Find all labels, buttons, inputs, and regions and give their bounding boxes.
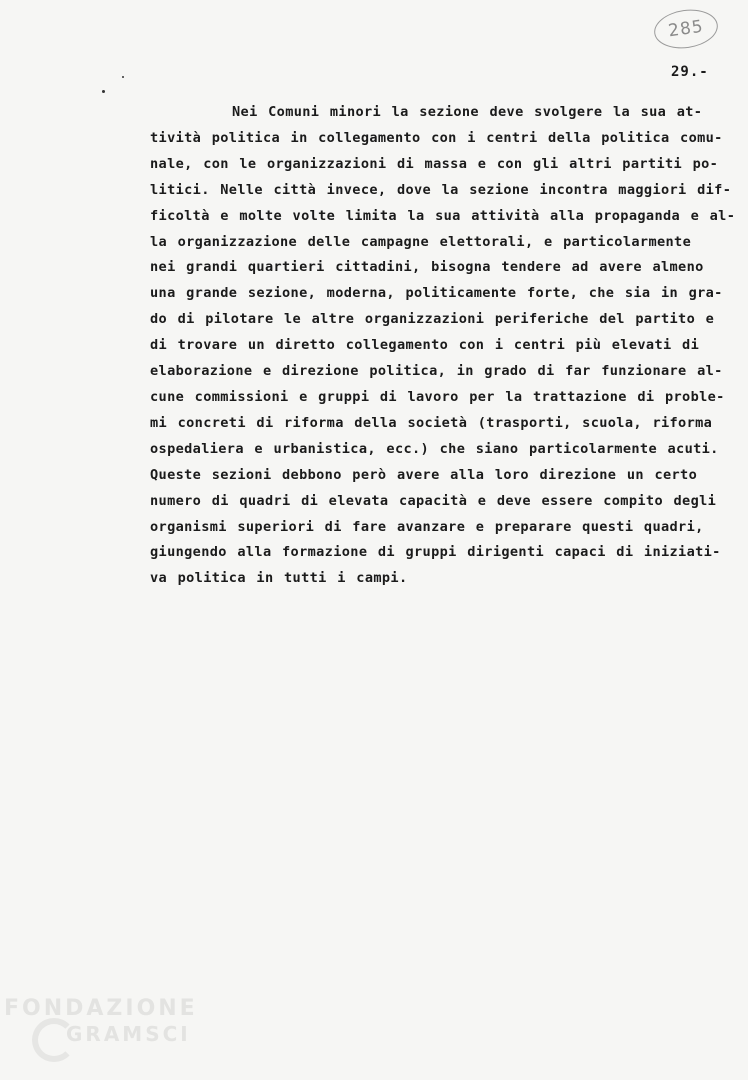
text-line: do di pilotare le altre organizzazioni periferiche del partito e [150,311,715,328]
body-text [150,100,735,592]
speck [102,90,105,93]
text-line: la organizzazione delle campagne elettorali, e particolarmente [150,233,692,250]
text-line: cune commissioni e gruppi di lavoro per la trattazione di proble- [150,388,725,405]
watermark-logo-g [32,1018,76,1062]
text-line: va politica in tutti i campi. [150,570,408,587]
page-number: 29.- [671,64,709,80]
text-line: giungendo alla formazione di gruppi dirigenti capaci di iniziati- [150,544,721,561]
text-line: una grande sezione, moderna, politicamente forte, che sia in gra- [150,285,723,302]
watermark-line2: GRAMSCI [66,1022,191,1046]
speck [122,76,124,78]
watermark-line1: FONDAZIONE [4,996,198,1021]
text-line: tività politica in collegamento con i centri della politica comu- [150,129,723,146]
text-line: litici. Nelle città invece, dove la sezione incontra maggiori dif- [150,181,732,198]
text-line: di trovare un diretto collegamento con i centri più elevati di [150,337,700,354]
text-line: nei grandi quartieri cittadini, bisogna tendere ad avere almeno [150,259,704,276]
text-line: ospedaliera e urbanistica, ecc.) che siano particolarmente acuti. [150,440,719,457]
text-line: Nei Comuni minori la sezione deve svolgere la sua at- [232,104,703,120]
text-line: ficoltà e molte volte limita la sua attività alla propaganda e al- [150,207,736,224]
text-line: nale, con le organizzazioni di massa e con gli altri partiti po- [150,155,719,172]
archive-number-stamp: 285 [652,6,721,53]
text-line: numero di quadri di elevata capacità e deve essere compito degli [150,492,717,509]
text-line: mi concreti di riforma della società (trasporti, scuola, riforma [150,414,713,431]
text-line: Queste sezioni debbono però avere alla loro direzione un certo [150,466,698,483]
fondazione-gramsci-watermark [4,996,204,1076]
text-line: elaborazione e direzione politica, in grado di far funzionare al- [150,363,723,380]
text-line: organismi superiori di fare avanzare e preparare questi quadri, [150,518,704,535]
